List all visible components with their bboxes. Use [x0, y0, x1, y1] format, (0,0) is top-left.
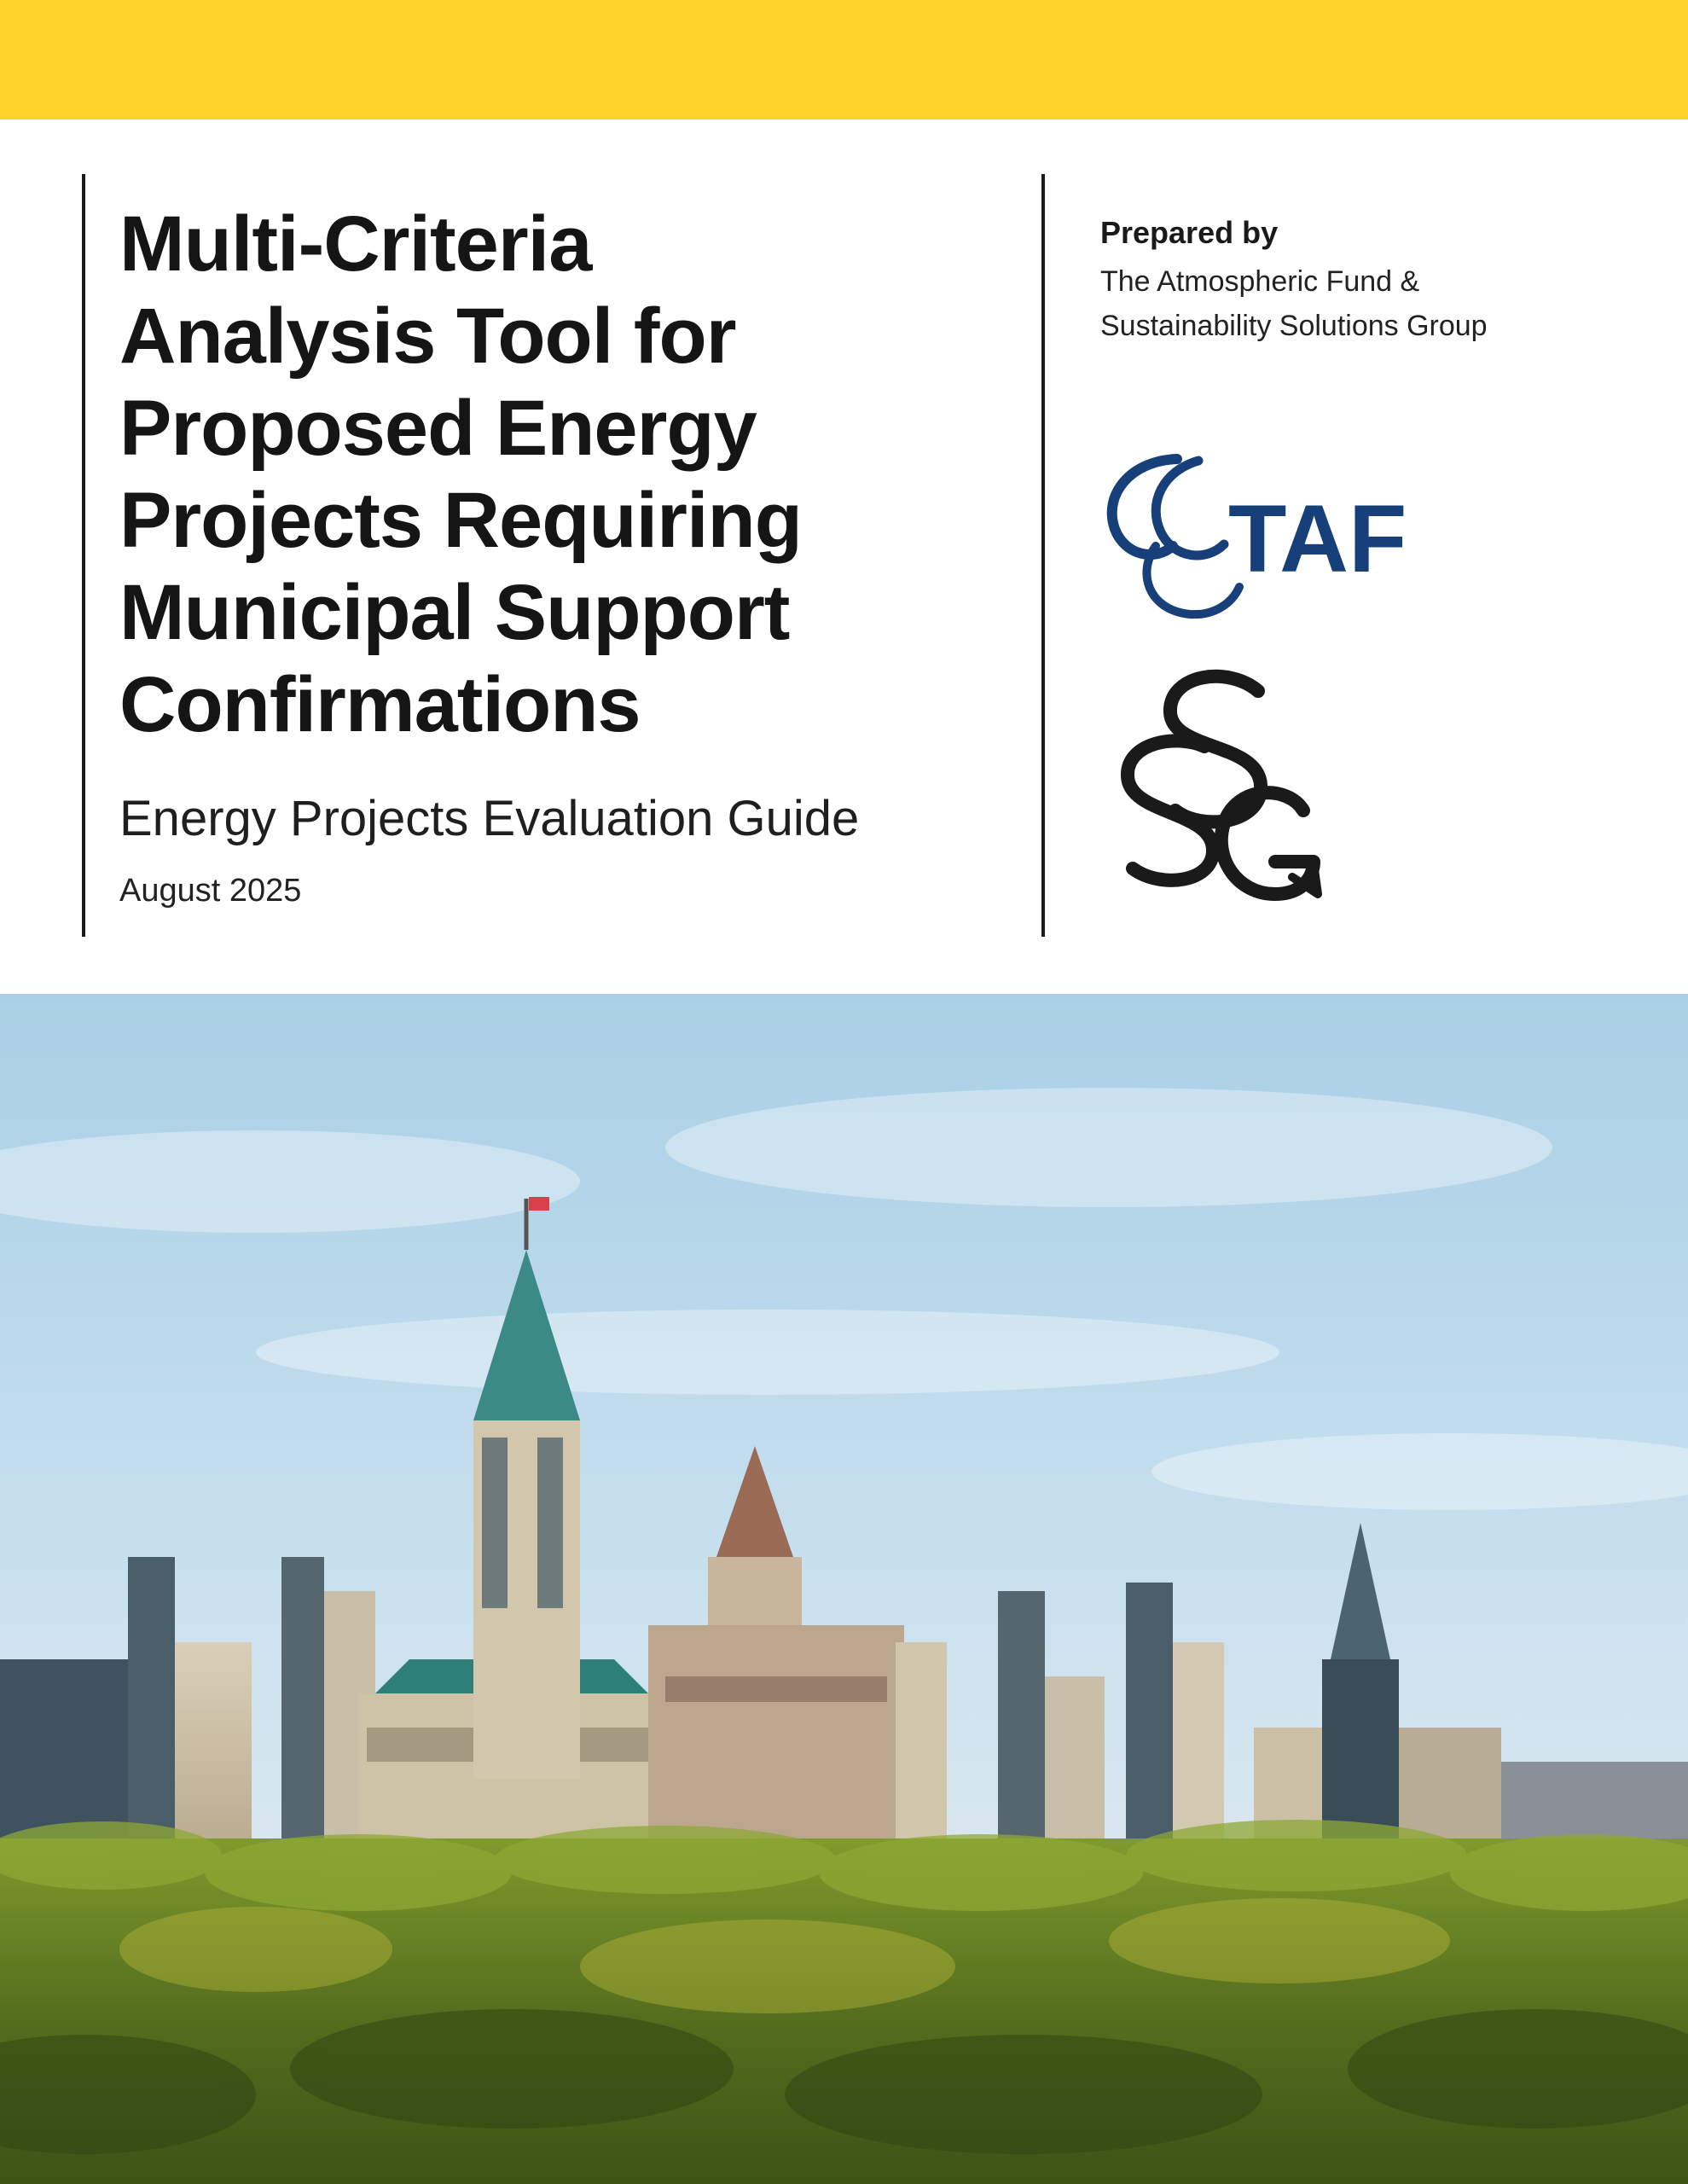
top-yellow-band: [0, 0, 1688, 119]
cover-photo: [0, 994, 1688, 2184]
title-line: Projects Requiring: [119, 477, 802, 564]
ssg-s-bottom-icon: [1128, 741, 1213, 880]
prepared-by-organizations: [1100, 259, 1488, 348]
title-line: Municipal Support: [119, 569, 790, 656]
organization-line: The Atmospheric Fund &: [1100, 265, 1420, 298]
center-vertical-rule: [1041, 174, 1045, 937]
organization-line: Sustainability Solutions Group: [1100, 310, 1488, 342]
left-vertical-rule: [82, 174, 85, 937]
publication-date: August 2025: [119, 873, 302, 909]
title-line: Proposed Energy: [119, 385, 757, 472]
title-line: Analysis Tool for: [119, 293, 736, 380]
taf-logo: [1096, 444, 1463, 631]
taf-logo-text: TAF: [1228, 485, 1407, 592]
document-subtitle: Energy Projects Evaluation Guide: [119, 791, 860, 846]
title-line: Confirmations: [119, 661, 641, 748]
title-line: Multi-Criteria: [119, 200, 592, 288]
document-title: [119, 198, 1024, 751]
prepared-by-label: Prepared by: [1100, 215, 1279, 250]
flag: [529, 1197, 549, 1211]
ssg-logo: [1109, 665, 1331, 913]
